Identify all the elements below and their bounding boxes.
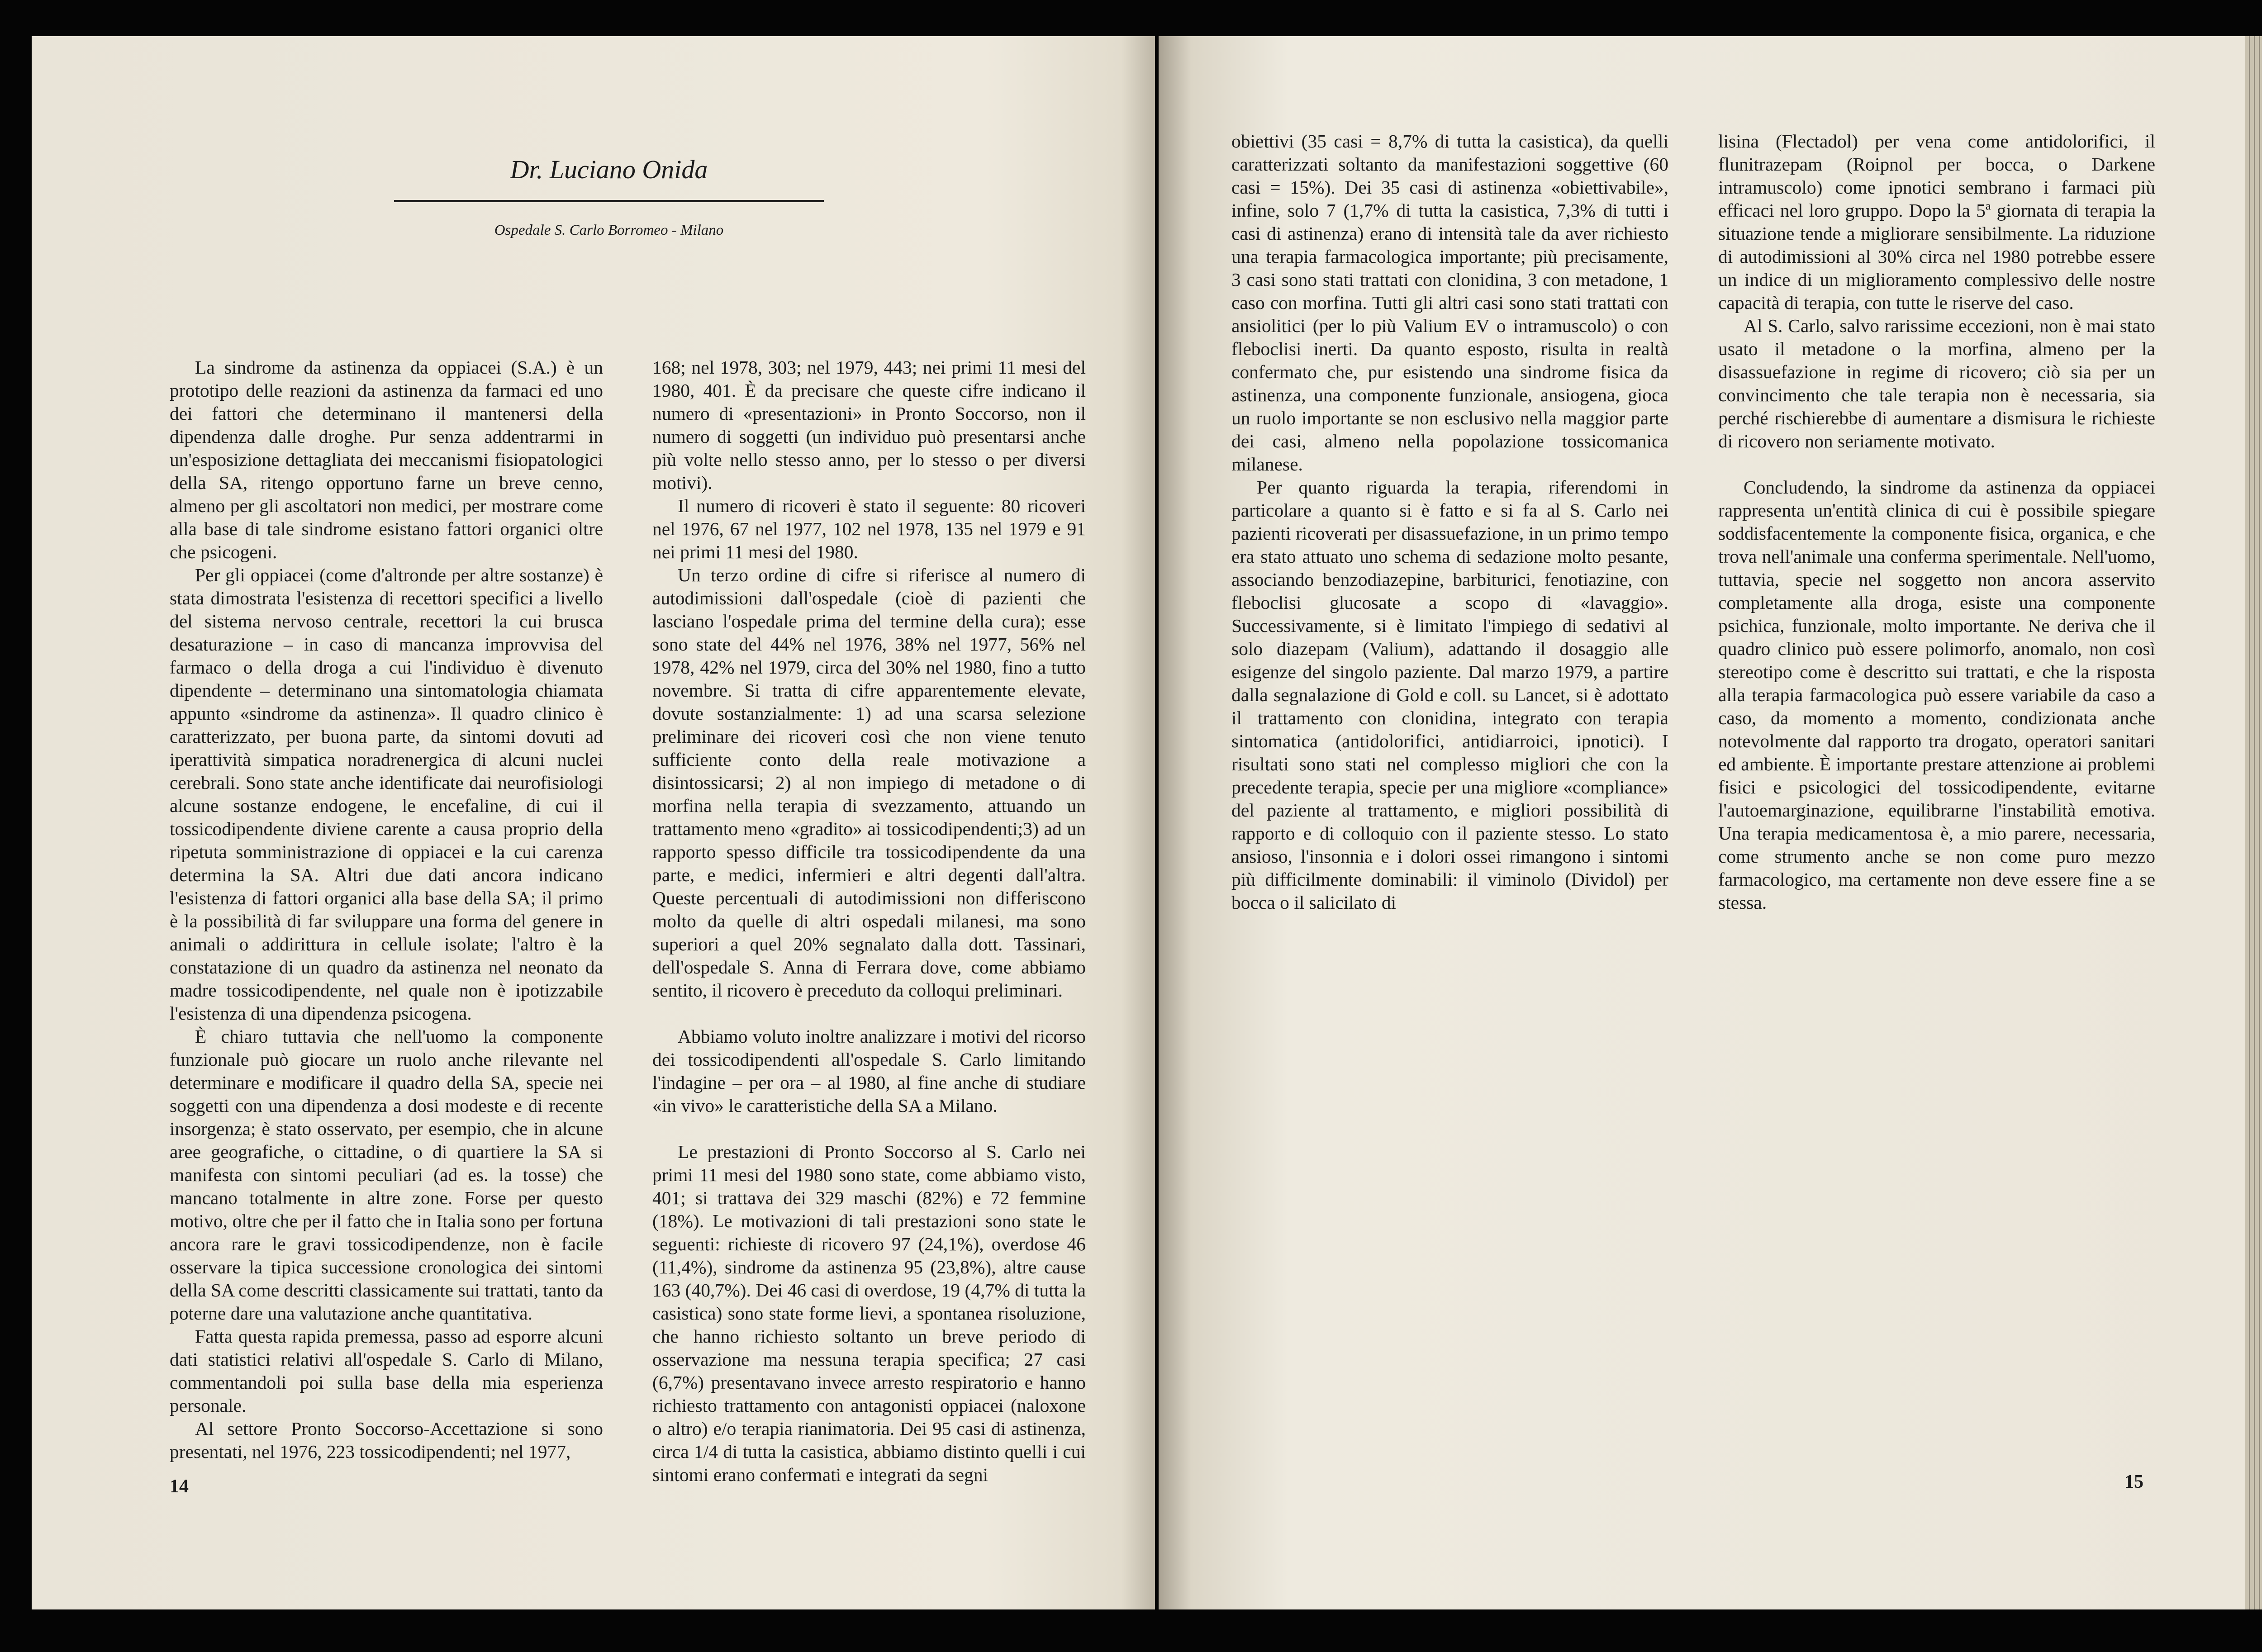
text-column-3	[1231, 130, 1668, 914]
text-column-1	[170, 356, 603, 1463]
paragraph: Abbiamo voluto inoltre analizzare i motivi del ricorso dei tossicodipendenti all'ospedale S. Carlo limitando l'indagine – per ora – al 1980, al fine anche di studiare «in vivo» le caratteristiche della SA a Milano.	[652, 1026, 1086, 1116]
paragraph: 168; nel 1978, 303; nel 1979, 443; nei primi 11 mesi del 1980, 401. È da precisare che queste cifre indicano il numero di «presentazioni» in Pronto Soccorso, non il numero di soggetti (un individuo può presentarsi anche più volte nello stesso anno, per lo stesso o per diversi motivi).	[652, 357, 1086, 493]
page-edge-stack	[2245, 36, 2262, 1609]
page-number-right: 15	[2124, 1472, 2143, 1492]
author-name: Dr. Luciano Onida	[510, 155, 708, 184]
paragraph: Al settore Pronto Soccorso-Accettazione si sono presentati, nel 1976, 223 tossicodipendenti; nel 1977,	[170, 1418, 603, 1462]
affiliation: Ospedale S. Carlo Borromeo - Milano	[494, 222, 724, 238]
paragraph: Per gli oppiacei (come d'altronde per altre sostanze) è stata dimostrata l'esistenza di recettori specifici a livello del sistema nervoso centrale, recettori la cui brusca desaturazione – in caso di mancanza improvvisa del farmaco o della droga a cui l'individuo è divenuto dipendente – determinano una sintomatologia chiamata appunto «sindrome da astinenza». Il quadro clinico è caratterizzato, per buona parte, da sintomi dovuti ad iperattività simpatica noradrenergica di alcuni nuclei cerebrali. Sono state anche identificate dai neurofisiologi alcune sostanze endogene, le encefaline, di cui il tossicodipendente diviene carente a causa proprio della ripetuta somministrazione di oppiacei e la cui carenza determina la SA. Altri due dati ancora indicano l'esistenza di fattori organici alla base della SA; il primo è la possibilità di far sviluppare una forma del genere in animali o addirittura in cellule isolate; l'altro è la constatazione di un quadro da astinenza nel neonato da madre tossicodipendente, nel quale non è ipotizzabile l'esistenza di una dipendenza psicogena.	[170, 565, 603, 1024]
page-number-left: 14	[170, 1476, 189, 1497]
paragraph: Al S. Carlo, salvo rarissime eccezioni, non è mai stato usato il metadone o la morfina, almeno per la disassuefazione in regime di ricovero; ciò sia per un convincimento che tale terapia non è necessaria, sia perché rischierebbe di aumentare a dismisura le richieste di ricovero non seriamente motivato.	[1718, 315, 2155, 451]
text-column-4	[1718, 130, 2155, 914]
paragraph: Un terzo ordine di cifre si riferisce al numero di autodimissioni dall'ospedale (cioè di pazienti che lasciano l'ospedale prima del termine della cura); esse sono state del 44% nel 1976, 38% nel 1977, 56% nel 1978, 42% nel 1979, circa del 30% nel 1980, fino a tutto novembre. Si tratta di cifre apparentemente elevate, dovute sostanzialmente: 1) ad una scarsa selezione preliminare dei ricoveri così che non viene tenuto sufficiente conto della reale motivazione a disintossicarsi; 2) al non impiego di metadone o di morfina nella terapia di svezzamento, attuando un trattamento meno «gradito» ai tossicodipendenti;3) ad un rapporto spesso difficile tra tossicodipendente da una parte, e medici, infermieri e altri degenti dall'altra. Queste percentuali di autodimissioni non differiscono molto da quelle di altri ospedali milanesi, ma sono superiori a quel 20% segnalato dalla dott. Tassinari, dell'ospedale S. Anna di Ferrara dove, come abbiamo sentito, il ricovero è preceduto da colloqui preliminari.	[652, 565, 1086, 1001]
paragraph: Per quanto riguarda la terapia, riferendomi in particolare a quanto si è fatto e si fa al S. Carlo nei pazienti ricoverati per disassuefazione, in un primo tempo era stato attuato uno schema di sedazione molto pesante, associando benzodiazepine, barbiturici, fenotiazine, con fleboclisi glucosate a scopo di «lavaggio». Successivamente, si è limitato l'impiego di sedativi al solo diazepam (Valium), adattando il dosaggio alle esigenze del singolo paziente. Dal marzo 1979, a partire dalla segnalazione di Gold e coll. su Lancet, si è adottato il trattamento con clonidina, integrato con terapia sintomatica (antidolorifici, antidiarroici, ipnotici). I risultati sono stati nel complesso migliori che con la precedente terapia, specie per una migliore «compliance» del paziente al trattamento, e migliori possibilità di rapporto e di colloquio con il paziente stesso. Lo stato ansioso, l'insonnia e i dolori ossei rimangono i sintomi più difficilmente dominabili: il viminolo (Dividol) per bocca o il salicilato di	[1231, 477, 1668, 913]
paragraph: Fatta questa rapida premessa, passo ad esporre alcuni dati statistici relativi all'ospedale S. Carlo di Milano, commentandoli poi sulla base della mia esperienza personale.	[170, 1326, 603, 1416]
paragraph: Concludendo, la sindrome da astinenza da oppiacei rappresenta un'entità clinica di cui è possibile spiegare soddisfacentemente la componente fisica, organica, e che trova nell'animale una conferma sperimentale. Nell'uomo, tuttavia, specie nel soggetto non ancora asservito completamente alla droga, esiste una componente psichica, funzionale, molto importante. Ne deriva che il quadro clinico può essere polimorfo, anomalo, non così stereotipo come è descritto sui trattati, e che la risposta alla terapia farmacologica può essere variabile da caso a caso, da momento a momento, condizionata anche notevolmente dal rapporto tra drogato, operatori sanitari ed ambiente. È importante prestare attenzione ai problemi fisici e psicologici del tossicodipendente, evitarne l'autoemarginazione, equilibrarne l'instabilità emotiva. Una terapia medicamentosa è, a mio parere, necessaria, come strumento anche se non come puro mezzo farmacologico, ma certamente non deve essere fine a se stessa.	[1718, 477, 2155, 913]
paragraph: La sindrome da astinenza da oppiacei (S.A.) è un prototipo delle reazioni da astinenza da farmaci ed uno dei fattori che determinano il mantenersi della dipendenza dalle droghe. Pur senza addentrarmi in un'esposizione dettagliata dei meccanismi fisiopatologici della SA, ritengo opportuno farne un breve cenno, almeno per gli ascoltatori non medici, per mostrare come alla base di tale sindrome esistano fattori organici oltre che psicogeni.	[170, 357, 603, 562]
paragraph: Le prestazioni di Pronto Soccorso al S. Carlo nei primi 11 mesi del 1980 sono state, come abbiamo visto, 401; si trattava dei 329 maschi (82%) e 72 femmine (18%). Le motivazioni di tali prestazioni sono state le seguenti: richieste di ricovero 97 (24,1%), overdose 46 (11,4%), sindrome da astinenza 95 (23,8%), altre cause 163 (40,7%). Dei 46 casi di overdose, 19 (4,7% di tutta la casistica) sono state forme lievi, a spontanea risoluzione, che hanno richiesto soltanto un breve periodo di osservazione ma nessuna terapia specifica; 27 casi (6,7%) presentavano invece arresto respiratorio e hanno richiesto trattamento con antagonisti oppiacei (naloxone o altro) e/o terapia rianimatoria. Dei 95 casi di astinenza, circa 1/4 di tutta la casistica, abbiamo distinto quelli i cui sintomi erano confermati e integrati da segni	[652, 1141, 1086, 1485]
paragraph: Il numero di ricoveri è stato il seguente: 80 ricoveri nel 1976, 67 nel 1977, 102 nel 1978, 135 nel 1979 e 91 nei primi 11 mesi del 1980.	[652, 495, 1086, 562]
title-rule	[394, 200, 824, 202]
paragraph: lisina (Flectadol) per vena come antidolorifici, il flunitrazepam (Roipnol per bocca, o Darkene intramuscolo) come ipnotici sembrano i farmaci più efficaci nel loro gruppo. Dopo la 5ª giornata di terapia la situazione tende a migliorare sensibilmente. La riduzione di autodimissioni al 30% circa nel 1980 potrebbe essere un indice di un miglioramento complessivo delle nostre capacità di terapia, con tutte le riserve del caso.	[1718, 131, 2155, 313]
text-column-2	[652, 356, 1086, 1486]
paragraph: obiettivi (35 casi = 8,7% di tutta la casistica), da quelli caratterizzati soltanto da manifestazioni soggettive (60 casi = 15%). Dei 35 casi di astinenza «obiettivabile», infine, solo 7 (1,7% di tutta la casistica, 7,3% di tutti i casi di astinenza) erano di intensità tale da aver richiesto una terapia farmacologica importante; più precisamente, 3 casi sono stati trattati con clonidina, 3 con metadone, 1 caso con morfina. Tutti gli altri casi sono stati trattati con ansiolitici (per lo più Valium EV o intramuscolo) o con fleboclisi inerti. Da quanto esposto, risulta in realtà confermato che, pur esistendo una sindrome fisica da astinenza, una componente funzionale, ansiogena, gioca un ruolo importante se non esclusivo nella maggior parte dei casi, almeno nella popolazione tossicomanica milanese.	[1231, 131, 1668, 475]
paragraph: È chiaro tuttavia che nell'uomo la componente funzionale può giocare un ruolo anche rilevante nel determinare e modificare il quadro della SA, specie nei soggetti con una dipendenza a dosi modeste e di recente insorgenza; è stato osservato, per esempio, che in alcune aree geografiche, o cittadine, o di quartiere la SA si manifesta con sintomi peculiari (ad es. la tosse) che mancano totalmente in altre zone. Forse per questo motivo, oltre che per il fatto che in Italia sono per fortuna ancora rare le gravi tossicodipendenze, non è facile osservare la tipica successione cronologica dei sintomi della SA come descritti classicamente sui trattati, tanto da poterne dare una valutazione anche quantitativa.	[170, 1026, 603, 1324]
article-header	[383, 157, 835, 239]
